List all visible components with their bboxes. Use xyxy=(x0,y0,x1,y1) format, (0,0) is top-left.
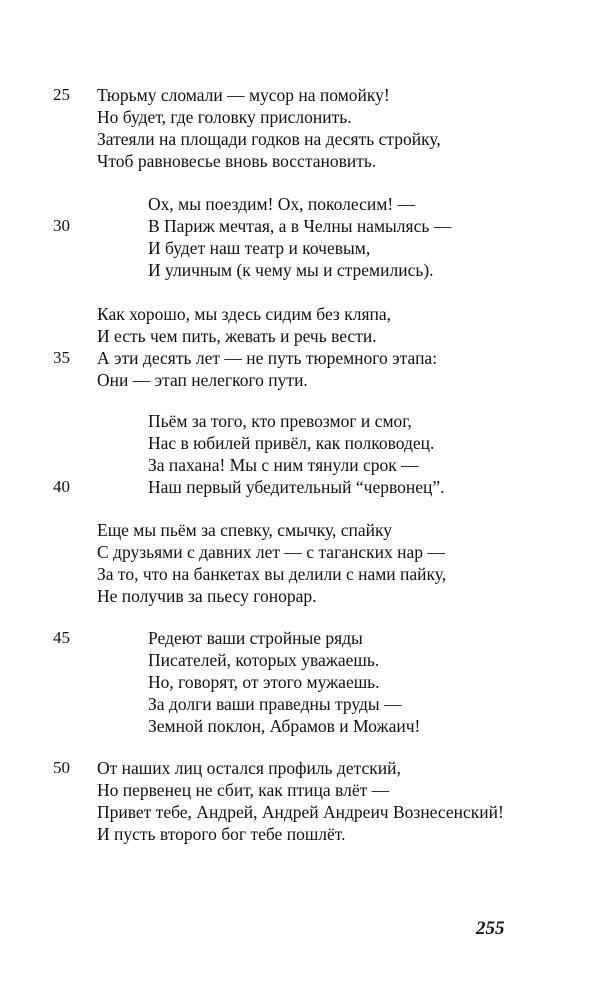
line-text: Не получив за пьесу гонорар. xyxy=(97,586,317,606)
line-text: Они — этап нелегкого пути. xyxy=(97,370,308,390)
line-text: Как хорошо, мы здесь сидим без кляпа, xyxy=(97,304,392,324)
line-text: Нас в юбилей привёл, как полководец. xyxy=(148,433,435,453)
line-text: Тюрьму сломали — мусор на помойку! xyxy=(97,85,390,105)
line-text: Земной поклон, Абрамов и Можаич! xyxy=(148,716,421,736)
poem-line xyxy=(0,476,600,498)
line-text: И будет наш театр и кочевым, xyxy=(148,238,371,258)
line-text: Привет тебе, Андрей, Андрей Андреич Вознесенский! xyxy=(97,802,504,822)
poem-line xyxy=(0,237,600,259)
line-number: 40 xyxy=(53,477,70,496)
line-text: И уличным (к чему мы и стремились). xyxy=(148,260,434,280)
line-text: Пьём за того, кто превозмог и смог, xyxy=(148,411,412,431)
poem-line xyxy=(0,410,600,432)
poem-line xyxy=(0,325,600,347)
poem-line xyxy=(0,585,600,607)
line-text: Наш первый убедительный “червонец”. xyxy=(148,477,445,497)
poem-line xyxy=(0,432,600,454)
poem-line xyxy=(0,150,600,172)
stanza xyxy=(0,193,600,281)
line-number: 30 xyxy=(53,216,70,235)
poem-line xyxy=(0,84,600,106)
poem-line xyxy=(0,106,600,128)
line-number: 50 xyxy=(53,758,70,777)
poem-line xyxy=(0,779,600,801)
line-text: И есть чем пить, жевать и речь вести. xyxy=(97,326,377,346)
poem-line xyxy=(0,715,600,737)
line-text: В Париж мечтая, а в Челны намылясь — xyxy=(148,216,452,236)
line-text: Чтоб равновесье вновь восстановить. xyxy=(97,151,377,171)
stanza xyxy=(0,519,600,607)
poem-line xyxy=(0,215,600,237)
line-text: Но будет, где головку прислонить. xyxy=(97,107,352,127)
poem-line xyxy=(0,541,600,563)
stanza xyxy=(0,757,600,845)
poem-line xyxy=(0,128,600,150)
line-text: За долги ваши праведны труды — xyxy=(148,694,402,714)
line-text: От наших лиц остался профиль детский, xyxy=(97,758,401,778)
line-text: С друзьями с давних лет — с таганских нар — xyxy=(97,542,445,562)
line-text: Но, говорят, от этого мужаешь. xyxy=(148,672,380,692)
poem-line xyxy=(0,193,600,215)
line-number: 25 xyxy=(53,85,70,104)
line-text: Ох, мы поездим! Ох, поколесим! — xyxy=(148,194,416,214)
poem-line xyxy=(0,369,600,391)
stanza xyxy=(0,84,600,172)
poem-line xyxy=(0,757,600,779)
poem-line xyxy=(0,627,600,649)
line-text: Писателей, которых уважаешь. xyxy=(148,650,380,670)
poem-line xyxy=(0,823,600,845)
line-number: 35 xyxy=(53,348,70,367)
poem-line xyxy=(0,347,600,369)
line-text: А эти десять лет — не путь тюремного этапа: xyxy=(97,348,438,368)
poem-line xyxy=(0,454,600,476)
line-text: Затеяли на площади годков на десять стройку, xyxy=(97,129,441,149)
poem-line xyxy=(0,519,600,541)
line-text: За то, что на банкетах вы делили с нами пайку, xyxy=(97,564,447,584)
line-text: Редеют ваши стройные ряды xyxy=(148,628,363,648)
page-number: 255 xyxy=(476,918,505,939)
line-text: Но первенец не сбит, как птица влёт — xyxy=(97,780,390,800)
line-text: И пусть второго бог тебе пошлёт. xyxy=(97,824,346,844)
stanza xyxy=(0,627,600,737)
stanza xyxy=(0,410,600,498)
line-text: За пахана! Мы с ним тянули срок — xyxy=(148,455,419,475)
poem-line xyxy=(0,693,600,715)
poem-line xyxy=(0,259,600,281)
poem-line xyxy=(0,671,600,693)
line-text: Еще мы пьём за спевку, смычку, спайку xyxy=(97,520,392,540)
poem-line xyxy=(0,649,600,671)
line-number: 45 xyxy=(53,628,70,647)
poem-line xyxy=(0,303,600,325)
poem-line xyxy=(0,801,600,823)
stanza xyxy=(0,303,600,391)
poem-line xyxy=(0,563,600,585)
